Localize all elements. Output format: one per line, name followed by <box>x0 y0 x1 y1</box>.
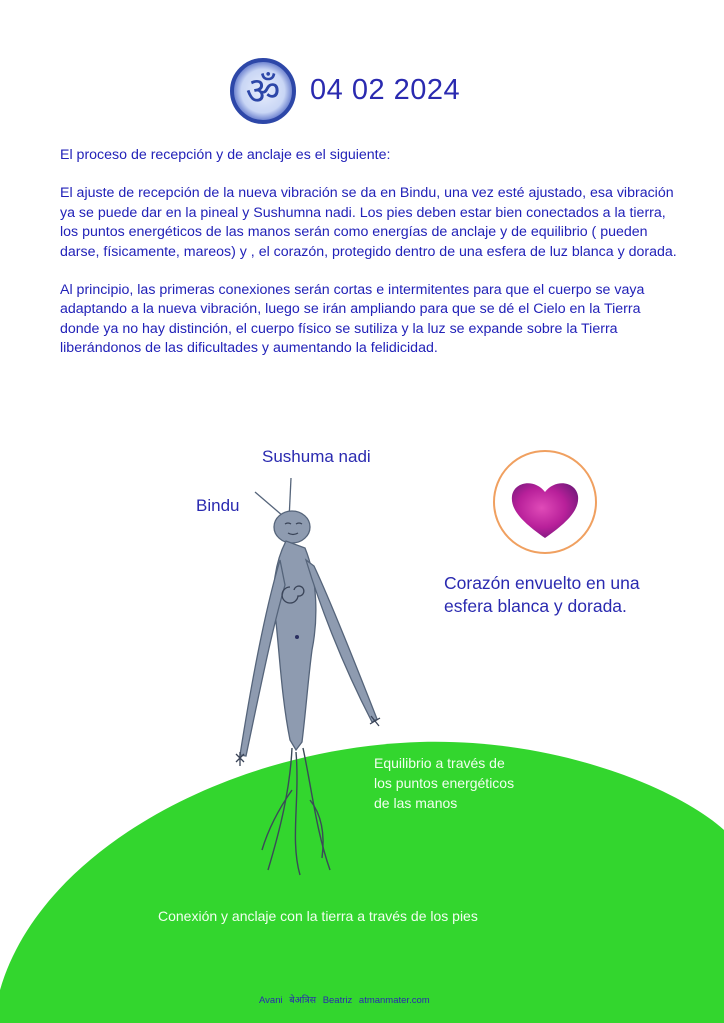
label-hands-line3: de las manos <box>374 795 458 811</box>
label-heart <box>444 572 640 618</box>
footer-name-beatriz: Beatriz <box>322 995 353 1006</box>
intro-paragraph: El proceso de recepción y de anclaje es el siguiente: <box>60 147 391 163</box>
human-figure <box>236 478 380 766</box>
footer-name-avani: Avani <box>259 995 283 1006</box>
label-heart-line2: esfera blanca y dorada. <box>444 596 627 616</box>
earth-hill <box>0 742 724 1023</box>
footer-name-devanagari: बेअत्रिस <box>289 995 317 1006</box>
label-hands-line2: los puntos energéticos <box>374 775 515 791</box>
label-heart-line1: Corazón envuelto en una <box>444 573 640 593</box>
label-hands-line1: Equilibrio a través de <box>374 755 505 771</box>
label-feet: Conexión y anclaje con la tierra a través de los pies <box>158 908 478 924</box>
label-sushuma-nadi: Sushuma nadi <box>262 447 371 466</box>
label-bindu: Bindu <box>196 496 240 515</box>
heart-sphere <box>494 451 596 553</box>
page-date: 04 02 2024 <box>310 74 461 106</box>
label-hands <box>374 753 514 813</box>
footer <box>259 993 434 1006</box>
svg-text:ॐ: ॐ <box>245 69 281 113</box>
paragraph-connections: Al principio, las primeras conexiones serán cortas e intermitentes para que el cuerpo se vaya adaptando a la nueva vibración, luego se irán ampliando para que se dé el Cielo en la Tierra donde ya no hay distinción, el cuerpo físico se sutiliza y la luz se expande sobre la Tierra liberándonos de las dificultades y aumentando la felidicidad. <box>60 282 645 357</box>
paragraph-adjustment: El ajuste de recepción de la nueva vibración se da en Bindu, una vez esté ajustado, esa vibración ya se puede dar en la pineal y Sushumna nadi. Los pies deben estar bien conectados a la tierra, los puntos energéticos de las manos serán como energías de anclaje y de equilibrio ( pueden darse, físicamente, mareos) y , el corazón, protegido dentro de una esfera de luz blanca y dorada. <box>60 185 677 260</box>
footer-site-link[interactable]: atmanmater.com <box>358 995 430 1006</box>
